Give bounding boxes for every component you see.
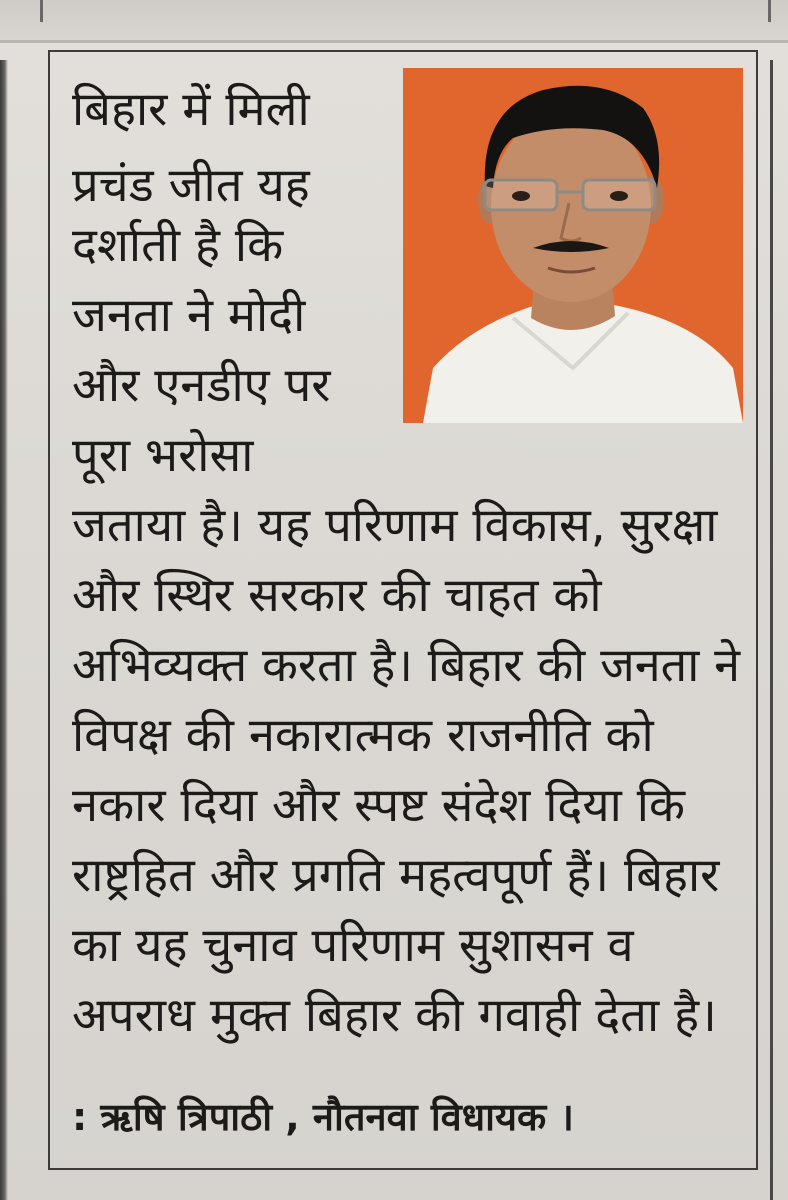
article-line: नकार दिया और स्पष्ट संदेश दिया कि <box>72 778 686 833</box>
article-line: विपक्ष की नकारात्मक राजनीति को <box>72 708 654 763</box>
portrait-photo <box>403 68 743 423</box>
portrait-illustration <box>403 68 743 423</box>
fold-line <box>0 40 788 43</box>
article-line: और स्थिर सरकार की चाहत को <box>72 568 602 623</box>
column-tick <box>768 0 771 22</box>
top-strip <box>0 0 788 40</box>
article-line: बिहार में मिली <box>72 82 310 137</box>
article-line: प्रचंड जीत यह <box>72 158 310 213</box>
byline: : ऋषि त्रिपाठी , नौतनवा विधायक । <box>72 1095 574 1139</box>
article-line: और एनडीए पर <box>72 358 331 413</box>
right-column-rule <box>770 60 773 1200</box>
article-line: राष्ट्रहित और प्रगति महत्वपूर्ण हैं। बिहार <box>72 848 720 903</box>
article-line: जताया है। यह परिणाम विकास, सुरक्षा <box>72 498 718 553</box>
left-column-rule <box>0 60 8 1200</box>
article-line: जनता ने मोदी <box>72 288 306 343</box>
article-line: का यह चुनाव परिणाम सुशासन व <box>72 918 634 973</box>
column-tick <box>40 0 43 22</box>
article-line: पूरा भरोसा <box>72 428 254 483</box>
article-line: दर्शाती है कि <box>72 218 284 273</box>
article-line: अपराध मुक्त बिहार की गवाही देता है। <box>72 988 717 1043</box>
article-line: अभिव्यक्त करता है। बिहार की जनता ने <box>72 638 741 693</box>
